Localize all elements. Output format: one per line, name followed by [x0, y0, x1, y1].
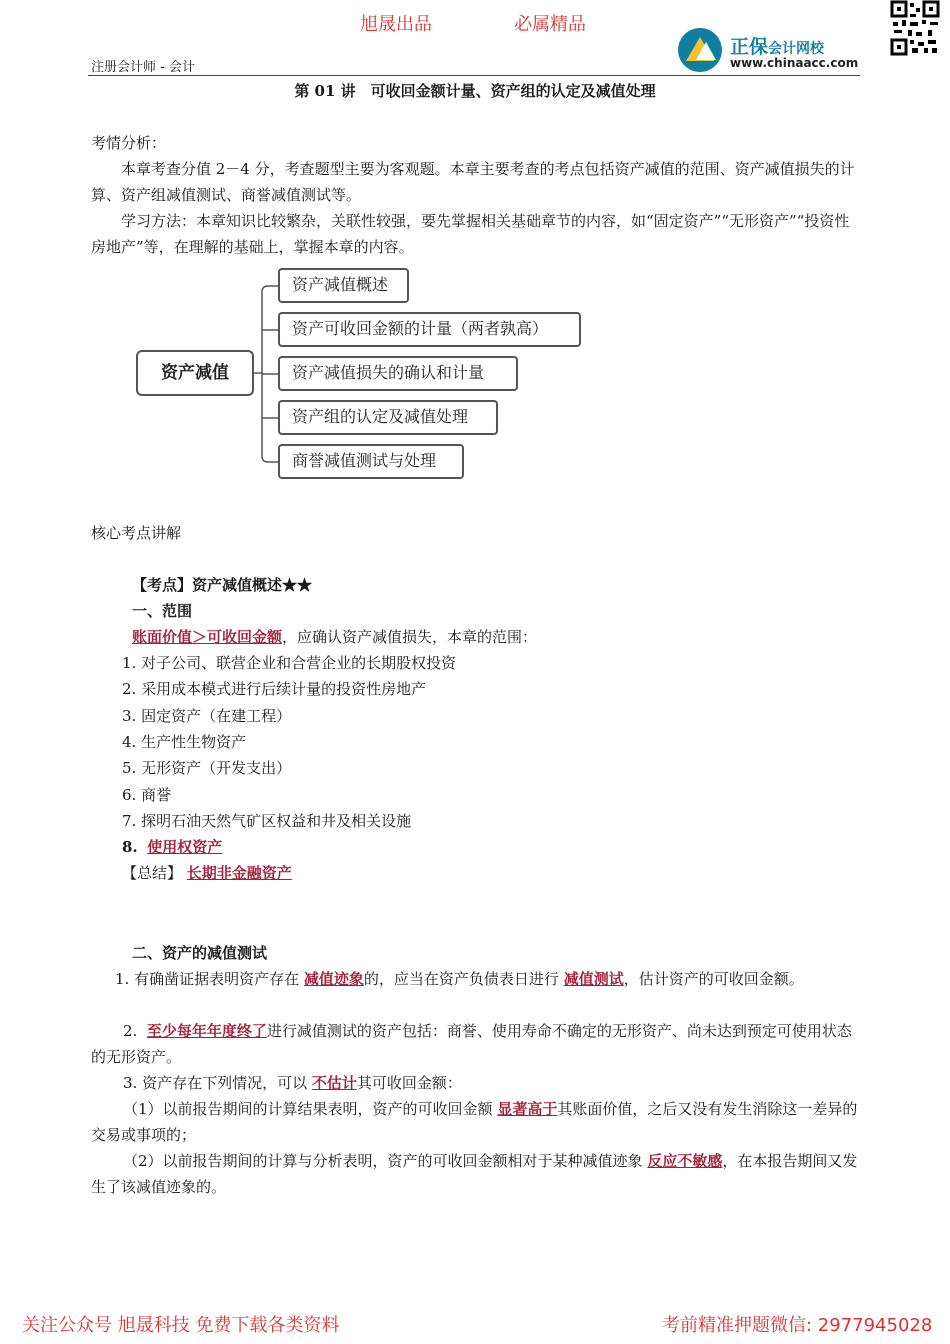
scope-summary: 【总结】 长期非金融资产 — [122, 864, 292, 882]
header-left-slogan: 旭晟出品 — [360, 14, 432, 35]
mindmap-branch-1: 资产减值概述 — [278, 268, 409, 303]
logo-url: www.chinaacc.com — [730, 56, 859, 70]
mindmap-branch-4: 资产组的认定及减值处理 — [278, 400, 498, 435]
scope-item-2: 2. 采用成本模式进行后续计量的投资性房地产 — [122, 680, 427, 698]
test-paragraph-1: 1. 有确凿证据表明资产存在 减值迹象的，应当在资产负债表日进行 减值测试，估计资产的可收回金额。 — [115, 970, 804, 988]
core-heading: 核心考点讲解 — [91, 524, 182, 542]
mindmap-branch-2: 资产可收回金额的计量（两者孰高） — [278, 312, 581, 347]
mindmap-branch-5: 商誉减值测试与处理 — [278, 444, 464, 479]
scope-item-3: 3. 固定资产（在建工程） — [122, 707, 292, 725]
analysis-paragraph-2: 学习方法：本章知识比较繁杂，关联性较强，要先掌握相关基础章节的内容，如“固定资产”“无形资产”“投资性房地产”等，在理解的基础上，掌握本章的内容。 — [91, 212, 850, 256]
mindmap-root: 资产减值 — [136, 350, 254, 396]
scope-item-4: 4. 生产性生物资产 — [122, 733, 247, 751]
test-paragraph-3: 3. 资产存在下列情况，可以 不估计其可收回金额： — [123, 1074, 462, 1092]
scope-item-8: 8. 使用权资产 — [122, 838, 223, 856]
test-paragraph-2: 2. 至少每年年度终了进行减值测试的资产包括：商誉、使用寿命不确定的无形资产、尚未达到预定可使用状态的无形资产。 — [91, 1022, 852, 1066]
highlight-long-term-assets: 长期非金融资产 — [186, 864, 292, 882]
footer-right: 考前精准押题微信: 2977945028 — [662, 1315, 933, 1336]
scope-intro: 账面价值＞可收回金额，应确认资产减值损失，本章的范围： — [132, 628, 538, 646]
analysis-paragraph-1: 本章考查分值 2－4 分，考查题型主要为客观题。本章主要考查的考点包括资产减值的范围、资产减值损失的计算、资产组减值测试、商誉减值测试等。 — [91, 160, 855, 204]
test-paragraph-5: （2）以前报告期间的计算与分析表明，资产的可收回金额相对于某种减值迹象 反应不敏感，在本报告期间又发生了该减值迹象的。 — [91, 1152, 858, 1196]
logo-text: 正保会计网校 — [730, 36, 825, 58]
lecture-title: 第 01 讲 可收回金额计量、资产组的认定及减值处理 — [294, 82, 656, 100]
highlight-right-of-use: 使用权资产 — [147, 838, 223, 856]
scope-item-7: 7. 探明石油天然气矿区权益和井及相关设施 — [122, 812, 412, 830]
header-right-slogan: 必属精品 — [514, 14, 586, 35]
footer-left: 关注公众号 旭晟科技 免费下载各类资料 — [22, 1315, 340, 1336]
section-2-title: 二、资产的减值测试 — [132, 944, 268, 962]
mindmap-branch-3: 资产减值损失的确认和计量 — [278, 356, 518, 391]
scope-item-1: 1. 对子公司、联营企业和合营企业的长期股权投资 — [122, 654, 457, 672]
scope-item-6: 6. 商誉 — [122, 786, 172, 804]
course-name: 注册会计师 - 会计 — [91, 60, 195, 75]
test-paragraph-4: （1）以前报告期间的计算结果表明，资产的可收回金额 显著高于其账面价值，之后又没有发生消除这一差异的交易或事项的； — [91, 1100, 858, 1144]
highlight-book-value: 账面价值＞可收回金额 — [132, 628, 283, 646]
section-1-title: 一、范围 — [132, 602, 193, 620]
analysis-heading: 考情分析： — [91, 134, 167, 152]
kaodian-title: 【考点】资产减值概述★★ — [132, 576, 313, 594]
scope-item-5: 5. 无形资产（开发支出） — [122, 759, 292, 777]
